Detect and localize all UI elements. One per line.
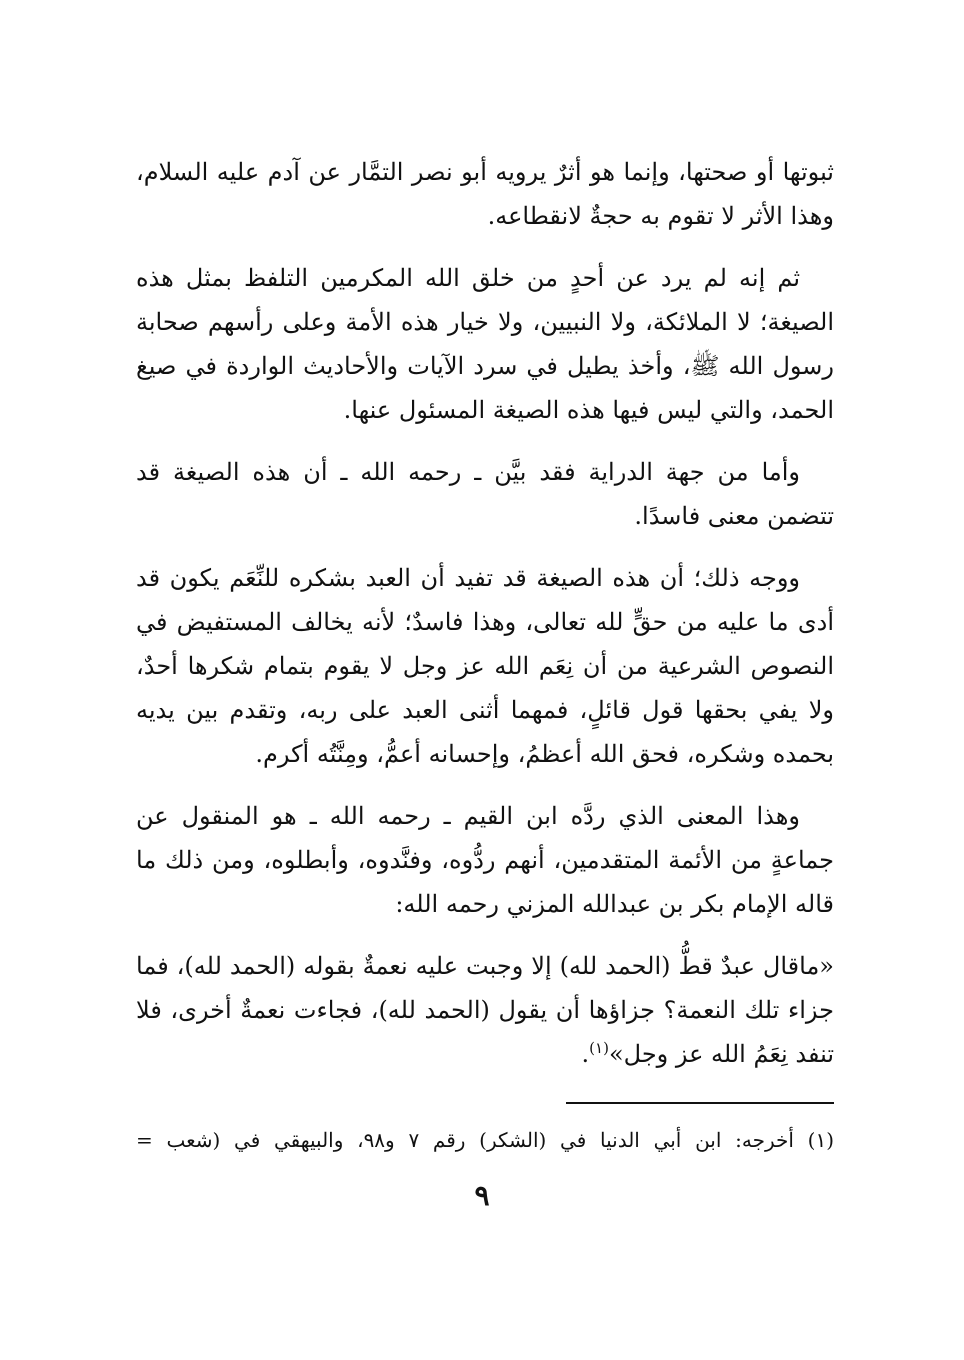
quote-tail: . bbox=[581, 1040, 590, 1068]
paragraph-text: ثبوتها أو صحتها، وإنما هو أثرٌ يرويه أبو نصر التمَّار عن آدم عليه السلام، وهذا الأثر لا تقوم به حجةٌ لانقطاعه. bbox=[136, 158, 834, 230]
paragraph-diraya bbox=[136, 450, 834, 538]
paragraph-text: ثم إنه لم يرد عن أحدٍ من خلق الله المكرمين التلفظ بمثل هذه الصيغة؛ لا الملائكة، ولا النبيين، ولا خيار هذه الأمة وعلى رأسهم صحابة رسول الله ﷺ، وأخذ يطيل في سرد الآيات والأحاديث الواردة في صيغ الحمد، والتي ليس فيها هذه الصيغة المسئول عنها. bbox=[136, 264, 834, 424]
footnote-marker: (١) bbox=[589, 1039, 609, 1057]
footnote: (١) أخرجه: ابن أبي الدنيا في (الشكر) رقم ٧ و٩٨، والبيهقي في (شعب = bbox=[136, 1128, 835, 1152]
paragraph-quote bbox=[136, 944, 834, 1076]
page-number: ٩ bbox=[474, 1179, 490, 1212]
quote-text: «ماقال عبدٌ قطُّ (الحمد لله) إلا وجبت عليه نعمةٌ بقوله (الحمد لله)، فما جزاء تلك النعمة؟ جزاؤها أن يقول (الحمد لله)، فجاءت نعمةٌ أخرى، فلا تنفد نِعَمُ الله عز وجل» bbox=[136, 952, 834, 1068]
paragraph-text: وهذا المعنى الذي ردَّه ابن القيم ـ رحمه الله ـ هو المنقول عن جماعةٍ من الأئمة المتقدمين، أنهم ردُّوه، وفنَّدوه، وأبطلوه، ومن ذلك ما قاله الإمام بكر بن عبدالله المزني رحمه الله: bbox=[136, 802, 834, 918]
paragraph-text: ووجه ذلك؛ أن هذه الصيغة قد تفيد أن العبد بشكره للنِّعَم يكون قد أدى ما عليه من حقٍّ لله تعالى، وهذا فاسدٌ؛ لأنه يخالف المستفيض في النصوص الشرعية من أن نِعَم الله عز وجل لا يقوم بتمام شكرها أحدٌ، ولا يفي بحقها قول قائلٍ، فمهما أثنى العبد على ربه، وتقدم بين يديه بحمده وشكره، فحق الله أعظمُ، وإحسانه أعمُّ، ومِنَّتُه أكرم. bbox=[136, 564, 834, 768]
paragraph-imams bbox=[136, 794, 834, 926]
paragraph-explanation bbox=[136, 556, 834, 776]
paragraph-continuation bbox=[136, 150, 834, 238]
paragraph-text: وأما من جهة الدراية فقد بيَّن ـ رحمه الله ـ أن هذه الصيغة قد تتضمن معنى فاسدًا. bbox=[136, 458, 834, 530]
body-text bbox=[136, 150, 834, 1094]
footnote-separator bbox=[566, 1102, 834, 1104]
paragraph-no-precedent bbox=[136, 256, 834, 432]
